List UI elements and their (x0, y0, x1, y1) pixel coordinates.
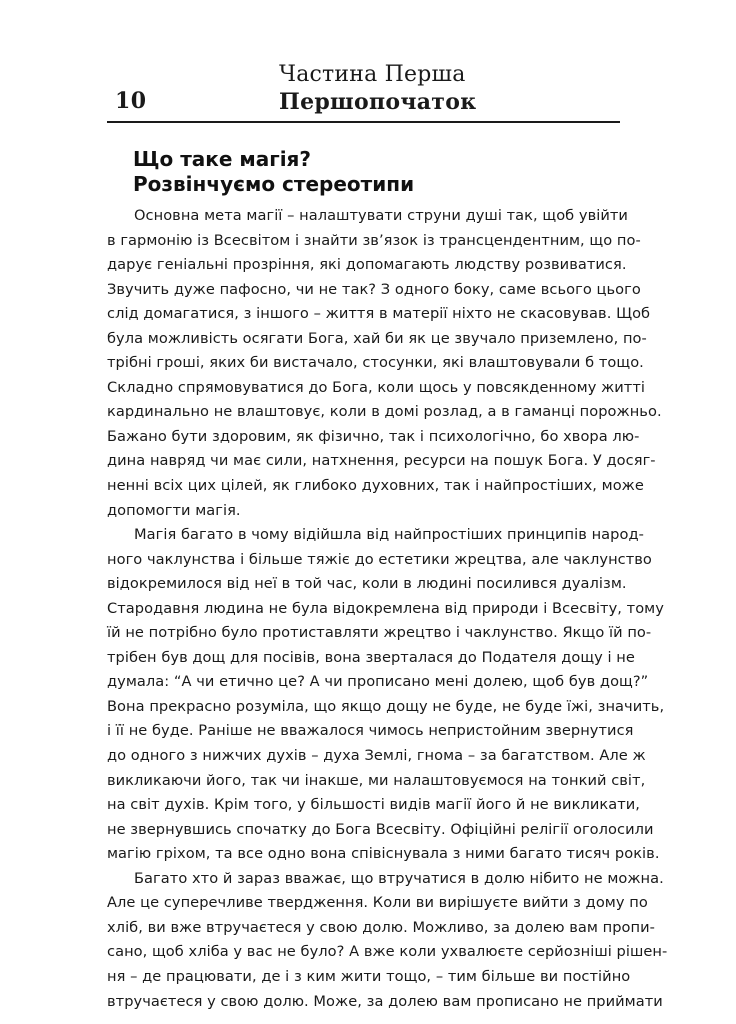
section-heading-line-1: Що таке магія? (133, 147, 311, 171)
part-title: Першопочаток (279, 89, 477, 115)
paragraph-line: допомогти магія. (107, 501, 241, 519)
paragraph-line: трібен був дощ для посівів, вона зверталася до Подателя дощу і не (107, 648, 635, 666)
body-text (107, 204, 668, 1014)
paragraph-line: дарує геніальні прозріння, які допомагають людству розвиватися. (107, 256, 627, 274)
paragraph-line: їй не потрібно було протиставляти жрецтво і чаклунство. Якщо їй по- (107, 624, 652, 642)
paragraph-line: Стародавня людина не була відокремлена від природи і Всесвіту, тому (107, 599, 664, 617)
part-label: Частина Перша (279, 62, 466, 87)
paragraph-line: магію гріхом, та все одно вона співіснувала з ними багато тисяч років. (107, 845, 660, 863)
paragraph-line: втручаєтеся у свою долю. Може, за долею вам прописано не приймати (107, 992, 663, 1010)
paragraph-line: на світ духів. Крім того, у більшості видів магії його й не викликати, (107, 796, 640, 814)
paragraph-line: і її не буде. Раніше не вважалося чимось непристойним звернутися (107, 722, 634, 740)
paragraph-line: Основна мета магії – налаштувати струни душі так, щоб увійти (134, 207, 628, 224)
paragraph-line: ного чаклунства і більше тяжіє до естетики жрецтва, але чаклунство (107, 550, 652, 568)
paragraph-line: сано, щоб хліба у вас не було? А вже коли ухвалюєте серйозніші рішен- (107, 943, 668, 961)
paragraph-line: думала: “А чи етично це? А чи прописано мені долею, щоб був дощ?” (107, 673, 649, 691)
paragraph-line: кардинально не влаштовує, коли в домі розлад, а в гаманці порожньо. (107, 403, 662, 421)
paragraph-line: дина навряд чи має сили, натхнення, ресурси на пошук Бога. У досяг- (107, 452, 656, 470)
section-heading-line-2: Розвінчуємо стереотипи (133, 172, 415, 196)
paragraph-line: відокремилося від неї в той час, коли в людині посилився дуалізм. (107, 575, 627, 593)
running-header (107, 62, 620, 120)
paragraph-line: до одного з нижчих духів – духа Землі, гнома – за багатством. Але ж (107, 747, 646, 765)
page-number: 10 (115, 88, 147, 114)
paragraph-line: Звучить дуже пафосно, чи не так? З одного боку, саме всього цього (107, 280, 641, 298)
paragraph (107, 867, 668, 1014)
paragraph (107, 204, 662, 523)
paragraph-line: слід домагатися, з іншого – життя в матерії ніхто не скасовував. Щоб (107, 305, 651, 323)
paragraph-line: викликаючи його, так чи інакше, ми налаштовуємося на тонкий світ, (107, 771, 646, 789)
paragraph-line: Складно спрямовуватися до Бога, коли щось у повсякденному житті (107, 378, 646, 396)
paragraph-line: трібні гроші, яких би вистачало, стосунки, які влаштовували б тощо. (107, 354, 644, 372)
paragraph-line: ненні всіх цих цілей, як глибоко духовних, так і найпростіших, може (107, 477, 644, 495)
paragraph-line: Багато хто й зараз вважає, що втручатися в долю нібито не можна. (134, 869, 664, 887)
paragraph-line: в гармонію із Всесвітом і знайти зв’язок із трансцендентним, що по- (107, 231, 641, 249)
paragraph (107, 523, 665, 867)
paragraph-line: була можливість осягати Бога, хай би як це звучало приземлено, по- (107, 329, 647, 347)
header-divider (107, 121, 620, 123)
paragraph-line: Вона прекрасно розуміла, що якщо дощу не буде, не буде їжі, значить, (107, 697, 665, 715)
paragraph-line: Магія багато в чому відійшла від найпростіших принципів народ- (134, 526, 644, 544)
paragraph-line: не звернувшись спочатку до Бога Всесвіту. Офіційні релігії оголосили (107, 820, 654, 838)
paragraph-line: ня – де працювати, де і з ким жити тощо, – тим більше ви постійно (107, 967, 631, 985)
section-heading (133, 147, 613, 197)
paragraph-line: Бажано бути здоровим, як фізично, так і психологічно, бо хвора лю- (107, 427, 640, 445)
paragraph-line: Але це суперечливе твердження. Коли ви вирішуєте вийти з дому по (107, 894, 648, 912)
paragraph-line: хліб, ви вже втручаєтеся у свою долю. Можливо, за долею вам пропи- (107, 918, 655, 936)
